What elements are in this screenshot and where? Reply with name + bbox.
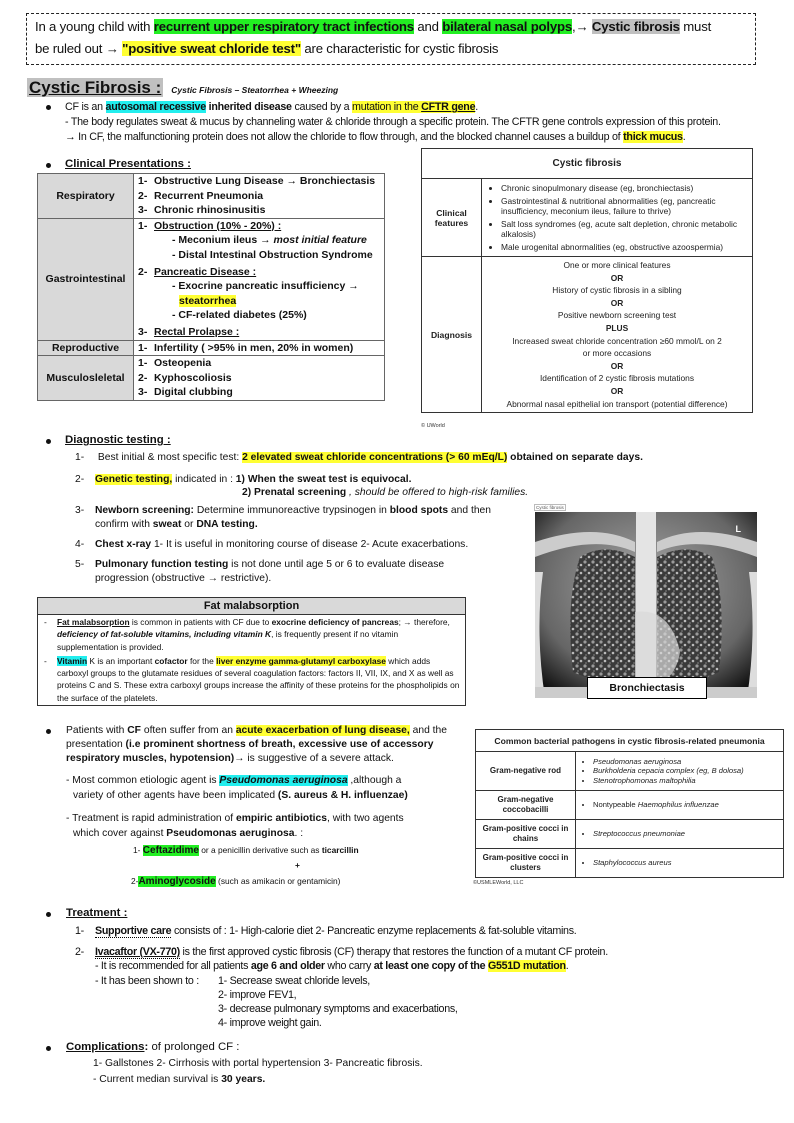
text: CF is an [65, 101, 106, 113]
dash: - [44, 617, 47, 627]
highlight-vitamin: Vitamin [57, 655, 88, 666]
highlight-acute-exacerbation: acute exacerbation of lung disease, [235, 725, 410, 736]
complications-heading [66, 1041, 239, 1053]
row-label: Gram-positive cocci in chains [476, 820, 576, 849]
text: Supportive care [95, 925, 172, 937]
title-main: Cystic Fibrosis : [29, 78, 162, 97]
text: K is an important [87, 655, 155, 666]
pathogens-table [475, 729, 784, 878]
table-row [38, 340, 385, 356]
chest-xray-image [535, 512, 757, 698]
intro-text: In a young child with [35, 19, 154, 34]
text: and then [448, 505, 492, 516]
num: 3- [138, 325, 148, 338]
page-title [27, 78, 338, 98]
xray-caption-bronchiectasis: Bronchiectasis [587, 677, 707, 699]
item: Recurrent Pneumonia [154, 189, 264, 202]
num: 1- [138, 341, 148, 354]
text: ticarcillin [321, 845, 359, 855]
clinical-features-list [482, 179, 753, 257]
row-label-clinical-features: Clinical features [422, 179, 482, 257]
text: 1) When the sweat test is equivocal. [235, 474, 412, 485]
highlight-aminoglycoside: Aminoglycoside [138, 876, 216, 887]
fat-malabsorption-title: Fat malabsorption [38, 598, 465, 615]
text: (such as amikacin or gentamicin) [215, 876, 341, 886]
text: Chest x-ray [95, 539, 152, 550]
diag-item-4 [75, 538, 468, 552]
num: 5- [75, 559, 85, 570]
text: indicated in : [172, 474, 236, 485]
row-label: Gram-negative coccobacilli [476, 791, 576, 820]
treatment-ivacaftor [75, 945, 608, 959]
list-item: • Male urogenital abnormalities (eg, obstructive azoospermia) [501, 242, 751, 253]
list-item: • Streptococcus pneumoniae [593, 829, 782, 839]
item: Rectal Prolapse : [154, 325, 240, 338]
text: or a penicillin derivative such as [198, 845, 322, 855]
highlight-liver-enzyme: liver enzyme gamma-glutamyl carboxylase [216, 655, 386, 666]
highlight-pseudomonas: Pseudomonas aeruginosa [219, 775, 348, 786]
item: Obstruction (10% - 20%) : [154, 219, 282, 232]
text: DNA testing. [196, 519, 258, 531]
num: 3- [138, 386, 148, 399]
text: . [475, 101, 479, 113]
text: consists of : 1- High-calorie diet 2- Pancreatic enzyme replacements & fat-soluble vitamins. [171, 925, 577, 937]
fat-row-2 [38, 654, 465, 705]
text: empiric antibiotics [235, 813, 327, 824]
num: 3- [138, 204, 148, 217]
bullet-icon [46, 912, 51, 917]
item: - CF-related diabetes (25%) [172, 309, 307, 322]
pathogens-copyright: ©USMLEWorld, LLC [473, 880, 524, 886]
intro-text: must [679, 19, 712, 34]
ivacaftor-effect: 4- improve weight gain. [218, 1017, 322, 1029]
row-label-reproductive: Reproductive [38, 340, 134, 356]
criterion: One or more clinical features [563, 260, 671, 270]
text: blood spots [389, 505, 449, 516]
highlight-thick-mucus: thick mucus [623, 131, 683, 143]
text: Fat malabsorption [57, 617, 130, 627]
text: - It is recommended for all patients [95, 960, 251, 972]
text: Haemophilus influenzae [637, 800, 719, 810]
text: which cover against [73, 828, 167, 839]
highlight-sweat-test: "positive sweat chloride test" [122, 41, 301, 56]
criterion: Positive newborn screening test [557, 310, 677, 321]
num: 2- [138, 265, 148, 278]
text: Pulmonary function testing [95, 559, 229, 570]
etiologic-agent-line-2 [73, 789, 408, 803]
text: caused by a [291, 101, 353, 113]
exacerbation-paragraph [66, 724, 466, 767]
text: CF [127, 725, 141, 736]
text: - Current median survival is [93, 1074, 222, 1085]
xray-illustration [535, 512, 757, 698]
bullet-icon [46, 439, 51, 444]
text: . : [294, 828, 304, 839]
item: - Exocrine pancreatic insufficiency → [172, 280, 359, 293]
text: deficiency of fat-soluble vitamins, including vitamin K [57, 629, 272, 640]
text: mutation in the [352, 101, 422, 113]
text: cofactor [154, 655, 188, 666]
uworld-table-title: Cystic fibrosis [422, 149, 753, 179]
clinical-presentations-heading: Clinical Presentations : [65, 158, 191, 170]
text: , with two agents [326, 813, 404, 824]
criterion: Increased sweat chloride concentration ≥60 mmol/L on 2 [512, 335, 722, 346]
dash: - [44, 655, 47, 666]
ivacaftor-effect: 3- decrease pulmonary symptoms and exacerbations, [218, 1003, 458, 1015]
num: 2- [75, 474, 85, 485]
list-item: • Burkholderia cepacia complex (eg, B dolosa) [593, 766, 782, 776]
num: 3- [75, 505, 85, 516]
text: → is suggestive of a severe attack. [234, 753, 394, 765]
text: Patients with [66, 725, 128, 736]
highlight-cystic-fibrosis: Cystic fibrosis [591, 19, 680, 34]
xray-tag: Cystic fibrosis [536, 505, 564, 510]
median-survival [93, 1073, 265, 1087]
text: (S. aureus & H. influenzae) [277, 790, 408, 801]
etiologic-agent-line-1 [66, 774, 401, 788]
text: or [181, 519, 197, 531]
table-row [38, 356, 385, 401]
row-content [134, 218, 385, 340]
text: , should be offered to high-risk families. [346, 487, 529, 498]
intro-line-1 [35, 14, 755, 38]
connector: PLUS [605, 322, 629, 333]
text: ,although a [347, 775, 402, 786]
text: is common in patients with CF due to [129, 617, 272, 627]
text: 2) Prenatal screening [242, 487, 347, 498]
diag-item-5 [75, 558, 444, 587]
text: inherited disease [205, 101, 292, 113]
clinical-presentations-table [37, 173, 385, 401]
text: and the presentation [66, 725, 447, 751]
highlight-genetic-testing: Genetic testing, [95, 474, 173, 485]
connector: OR [610, 360, 624, 371]
intro-callout-box [26, 13, 756, 65]
item: - Distal Intestinal Obstruction Syndrome [172, 248, 373, 261]
list-item: • Staphylococcus aureus [593, 858, 782, 868]
text: is not done until age 5 or 6 to evaluate disease [228, 559, 445, 570]
text: which adds carboxyl groups to the glutamate residues of several coagulation factors: factors II, VII, IX, and X as well as proteins C and S. These extra carboxyl groups increase the affinity of these proteins for the phospholipids on the surface of the platelets. [57, 655, 460, 703]
text: - Most common etiologic agent is [66, 775, 220, 786]
intro-text: be ruled out → [35, 41, 123, 56]
list-item: • Pseudomonas aeruginosa [593, 757, 782, 767]
treatment-supportive [75, 924, 576, 938]
row-label: Gram-positive cocci in clusters [476, 849, 576, 878]
highlight-ceftazidime: Ceftazidime [142, 845, 199, 856]
ivacaftor-shown-to: - It has been shown to : [95, 975, 199, 987]
text: Determine immunoreactive trypsinogen in [193, 505, 390, 516]
connector: OR [610, 272, 624, 283]
text: (i.e prominent shortness of breath, excessive use of accessory respiratory muscles, hypotension) [66, 739, 434, 765]
text: . [565, 960, 569, 972]
drug-line-1 [133, 843, 359, 858]
title-subtitle: Cystic Fibrosis – Steatorrhea + Wheezing [171, 85, 339, 95]
intro-line-2 [35, 38, 755, 60]
ivacaftor-effect: 1- Secrease sweat chloride levels, [218, 975, 370, 987]
text: → In CF, the malfunctioning protein does not allow the chloride to flow through, and the blocked channel causes a buildup of [65, 131, 624, 143]
diagnosis-criteria [482, 257, 753, 413]
text: for the [187, 655, 217, 666]
text: Nontypeable [593, 800, 638, 810]
text: Newborn screening: [95, 505, 194, 516]
ivacaftor-effect: 2- improve FEV1, [218, 989, 297, 1001]
row-label-respiratory: Respiratory [38, 174, 134, 219]
diag-item-1 [75, 451, 643, 465]
criterion: or more occasions [582, 348, 652, 359]
text: 1- It is useful in monitoring course of disease 2- Acute exacerbations. [151, 539, 469, 550]
intro-text: and [413, 19, 443, 34]
table-row [38, 218, 385, 340]
item: most initial feature [273, 234, 367, 247]
highlight-nasal-polyps: bilateral nasal polyps [442, 19, 572, 34]
pathogens-table-title: Common bacterial pathogens in cystic fibrosis-related pneumonia [476, 730, 784, 752]
item: Infertility ( >95% in men, 20% in women) [154, 341, 354, 354]
fat-malabsorption-box [37, 597, 466, 706]
text: Best initial & most specific test: [95, 452, 243, 463]
criterion: History of cystic fibrosis in a sibling [552, 285, 682, 296]
ivacaftor-recommendation [95, 959, 568, 973]
treatment-line-2 [73, 827, 303, 841]
bullet-icon [46, 163, 51, 168]
treatment-line-1 [66, 812, 404, 826]
connector: OR [610, 297, 624, 308]
fat-row-1 [38, 615, 465, 654]
text: , is frequently present if no vitamin supplementation is provided. [57, 629, 399, 652]
num: 1- [75, 452, 85, 463]
item: Obstructive Lung Disease → Bronchiectasis [154, 175, 376, 187]
text: . [682, 131, 686, 143]
text: variety of other agents have been implicated [73, 790, 278, 801]
item: Chronic rhinosinusitis [154, 204, 266, 217]
item: Osteopenia [154, 357, 212, 370]
bullet-icon [46, 729, 51, 734]
highlight-sweat-chloride: 2 elevated sweat chloride concentrations (> 60 mEq/L) [242, 452, 508, 463]
plus-sign: + [295, 860, 300, 870]
text: 30 years. [221, 1074, 266, 1085]
num: 2- [138, 189, 148, 202]
row-content [134, 340, 385, 356]
criterion: Abnormal nasal epithelial ion transport (potential difference) [506, 398, 728, 409]
text: ; → therefore, [398, 617, 450, 627]
text: - Treatment is rapid administration of [66, 813, 236, 824]
text: of prolonged CF : [148, 1041, 240, 1053]
text: confirm with [95, 519, 153, 531]
item: - Meconium ileus → [172, 234, 274, 247]
bullet-icon [46, 105, 51, 110]
list-item: • Salt loss syndromes (eg, acute salt depletion, chronic metabolic alkalosis) [501, 219, 751, 240]
item: Kyphoscoliosis [154, 371, 232, 384]
row-content [134, 356, 385, 401]
diag-item-3 [75, 504, 491, 533]
list-item: • Stenotrophomonas maltophilia [593, 776, 782, 786]
text: progression (obstructive → restrictive). [95, 573, 272, 585]
intro-text: ,→ [572, 19, 592, 34]
num: 2- [138, 371, 148, 384]
criterion: Identification of 2 cystic fibrosis mutations [539, 373, 695, 384]
text: who carry [324, 960, 374, 972]
row-label-diagnosis: Diagnosis [422, 257, 482, 413]
treatment-heading: Treatment : [66, 907, 128, 919]
xray-side-marker: L [735, 524, 741, 534]
intro-text: are characteristic for cystic fibrosis [300, 41, 499, 56]
row-label-musculoskeletal: Musculosleletal [38, 356, 134, 401]
text: sweat [152, 519, 182, 531]
num: 1- [138, 219, 148, 232]
row-label-gastrointestinal: Gastrointestinal [38, 218, 134, 340]
uworld-copyright: © UWorld [421, 423, 445, 429]
num: 1- [133, 845, 143, 855]
cf-line-2: - The body regulates sweat & mucus by channeling water & chloride through a specific protein. The CFTR gene controls expression of this protein. [65, 116, 721, 128]
highlight-g551d: G551D mutation [487, 960, 566, 972]
diag-item-2b [242, 486, 528, 500]
highlight-recurrent-infections: recurrent upper respiratory tract infections [153, 19, 414, 34]
text: age 6 and older [250, 960, 325, 972]
highlight-steatorrhea: steatorrhea [179, 294, 237, 307]
cftr-gene: CFTR gene [421, 101, 476, 113]
num: 4- [75, 539, 85, 550]
highlight-autosomal-recessive: autosomal recessive [105, 101, 206, 113]
text: is the first approved cystic fibrosis (CF) therapy that restores the function of a mutant CF protein. [179, 946, 608, 958]
uworld-cf-table [421, 148, 753, 413]
connector: OR [610, 385, 624, 396]
cf-definition [65, 100, 765, 145]
num: 1- [138, 357, 148, 370]
diagnostic-testing-heading: Diagnostic testing : [65, 434, 171, 446]
num: 1- [138, 175, 148, 187]
num: 2- [75, 946, 84, 958]
text: often suffer from an [140, 725, 236, 736]
text: Complications [66, 1041, 145, 1053]
text: Pseudomonas aeruginosa [166, 828, 295, 839]
drug-line-2 [131, 874, 340, 889]
text: Ivacaftor (VX-770) [95, 946, 180, 958]
list-item: • Chronic sinopulmonary disease (eg, bronchiectasis) [501, 183, 751, 194]
row-content [134, 174, 385, 219]
text: : [144, 1041, 149, 1053]
num: 1- [75, 925, 84, 937]
item: Digital clubbing [154, 386, 233, 399]
complications-list: 1- Gallstones 2- Cirrhosis with portal hypertension 3- Pancreatic fibrosis. [93, 1058, 423, 1069]
row-label: Gram-negative rod [476, 752, 576, 791]
item: Pancreatic Disease : [154, 265, 257, 278]
text: at least one copy of the [373, 960, 488, 972]
num: 2- [131, 876, 139, 886]
text: obtained on separate days. [507, 452, 643, 463]
list-item: • Gastrointestinal & nutritional abnormalities (eg, pancreatic insufficiency, meconium ileus, failure to thrive) [501, 196, 751, 217]
text: exocrine deficiency of pancreas [271, 617, 399, 627]
bullet-icon [46, 1046, 51, 1051]
table-row [38, 174, 385, 219]
